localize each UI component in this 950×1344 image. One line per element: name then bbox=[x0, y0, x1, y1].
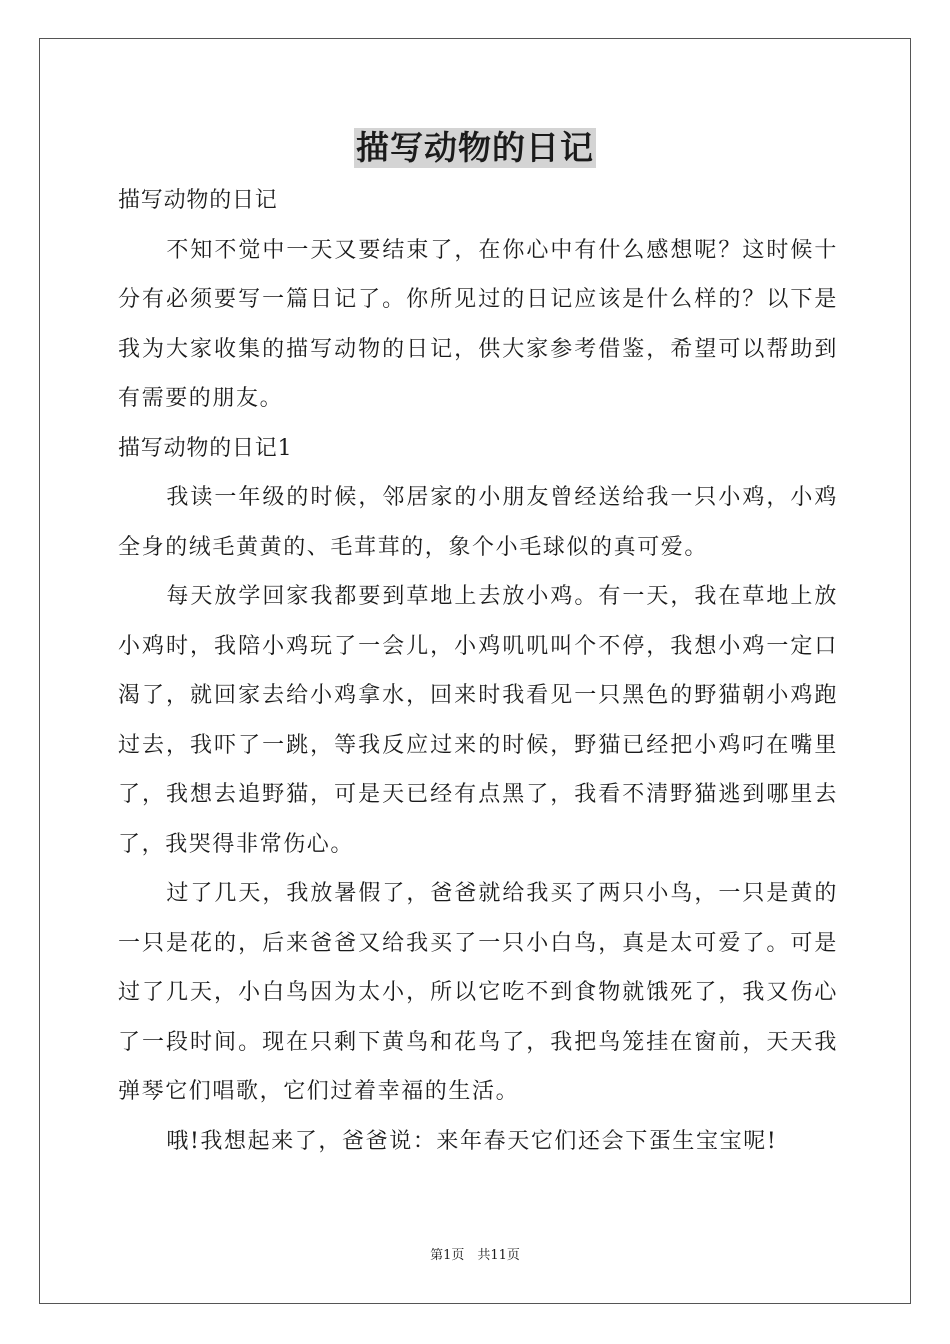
body-paragraph: 过了几天，我放暑假了，爸爸就给我买了两只小鸟，一只是黄的一只是花的，后来爸爸又给我买了一只小白鸟，真是太可爱了。可是过了几天，小白鸟因为太小，所以它吃不到食物就饿死了，我又伤心了一段时间。现在只剩下黄鸟和花鸟了，我把鸟笼挂在窗前，天天我弹琴它们唱歌，它们过着幸福的生活。 bbox=[118, 881, 838, 1104]
page-footer bbox=[0, 1246, 950, 1266]
body-paragraph: 我读一年级的时候，邻居家的小朋友曾经送给我一只小鸡，小鸡全身的绒毛黄黄的、毛茸茸的，象个小毛球似的真可爱。 bbox=[118, 485, 838, 560]
intro-paragraph: 不知不觉中一天又要结束了，在你心中有什么感想呢？这时候十分有必须要写一篇日记了。你所见过的日记应该是什么样的？以下是我为大家收集的描写动物的日记，供大家参考借鉴，希望可以帮助到有需要的朋友。 bbox=[118, 237, 838, 411]
section-heading: 描写动物的日记1 bbox=[118, 435, 293, 461]
document-title: 描写动物的日记 bbox=[356, 128, 594, 167]
subtitle: 描写动物的日记 bbox=[118, 188, 278, 213]
page-number: 第1页 共11页 bbox=[430, 1248, 520, 1263]
document-body bbox=[118, 176, 838, 1166]
title-container bbox=[0, 128, 950, 168]
body-paragraph: 每天放学回家我都要到草地上去放小鸡。有一天，我在草地上放小鸡时，我陪小鸡玩了一会儿，小鸡叽叽叫个不停，我想小鸡一定口渴了，就回家去给小鸡拿水，回来时我看见一只黑色的野猫朝小鸡跑过去，我吓了一跳，等我反应过来的时候，野猫已经把小鸡叼在嘴里了，我想去追野猫，可是天已经有点黑了，我看不清野猫逃到哪里去了，我哭得非常伤心。 bbox=[118, 584, 838, 857]
body-paragraph: 哦!我想起来了，爸爸说：来年春天它们还会下蛋生宝宝呢! bbox=[166, 1128, 778, 1154]
